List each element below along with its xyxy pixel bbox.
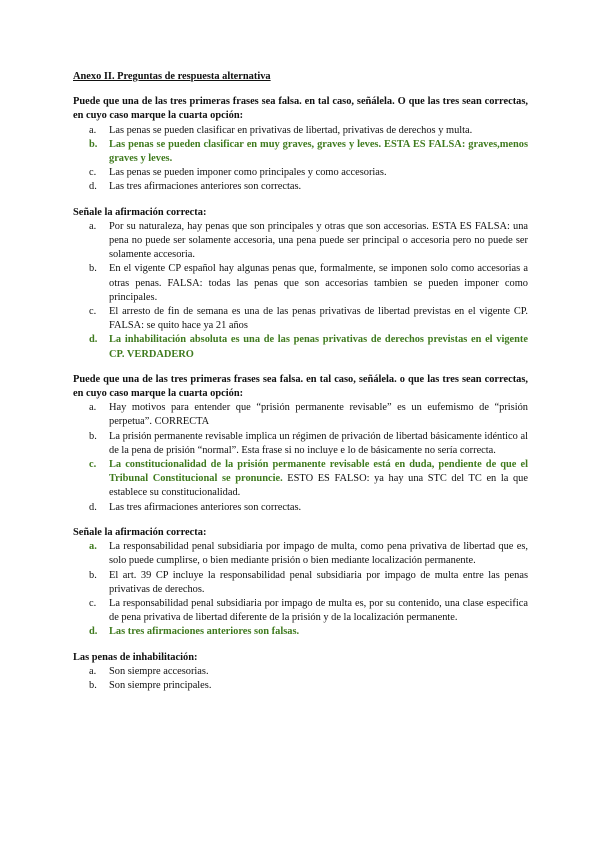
option-letter: d.: [89, 501, 97, 513]
options-list: [73, 540, 528, 639]
option-text: Por su naturaleza, hay penas que son principales y otras que son accesorias. ESTA ES FALSA: una pena no puede ser solamente accesoria, una pena puede ser principal o accesoria pero no puede ser solamente accesoria.: [109, 220, 528, 261]
options-list: [73, 220, 528, 362]
option-letter: b.: [89, 430, 97, 442]
option-item: [73, 166, 528, 180]
option-letter: c.: [89, 167, 97, 179]
option-text: La responsabilidad penal subsidiaria por impago de multa, como pena privativa de libertad que es, solo puede cumplirse, o bien mediante prisión o bien mediante localización permanente.: [109, 541, 528, 567]
option-letter: d.: [89, 334, 98, 346]
option-letter: a.: [89, 124, 97, 136]
option-text: En el vigente CP español hay algunas penas que, formalmente, se imponen solo como accesorias a otras penas. FALSA: todas las penas que son accesorias tambien se pueden imponer como principales.: [109, 263, 528, 303]
question-title: Puede que una de las tres primeras frases sea falsa. en tal caso, señálela. o que las tres sean correctas, en cuyo caso marque la cuarta opción:: [73, 373, 528, 400]
option-answer-highlight: Las penas se pueden clasificar en muy graves, graves y leves. ESTA ES FALSA: graves,menos graves y leves.: [109, 138, 528, 165]
options-list: [73, 401, 528, 515]
option-letter: a.: [89, 402, 97, 414]
option-item: [73, 679, 528, 693]
option-answer-highlight: La constitucionalidad de la prisión permanente revisable está en duda, pendiente de que el Tribunal Constitucional se pronuncie.: [109, 459, 528, 485]
question-title: Señale la afirmación correcta:: [73, 206, 207, 218]
option-text: El arresto de fin de semana es una de las penas privativas de libertad previstas en el vigente CP. FALSA: se quito hace ya 21 años: [109, 306, 528, 332]
option-item: [73, 501, 528, 515]
option-text: Son siempre principales.: [109, 679, 212, 691]
question-block: [73, 95, 528, 194]
option-letter: c.: [89, 459, 97, 471]
option-item: [73, 138, 528, 166]
option-item: [73, 458, 528, 501]
option-item: [73, 305, 528, 333]
option-item: [73, 665, 528, 679]
option-text: Son siempre accesorias.: [109, 665, 209, 677]
question-block: [73, 526, 528, 640]
option-item: [73, 597, 528, 625]
document-page: [73, 70, 528, 704]
option-answer-highlight: La inhabilitación absoluta es una de las penas privativas de derechos previstas en el vigente CP. VERDADERO: [109, 334, 528, 360]
questions-list: [73, 95, 528, 693]
options-list: [73, 665, 528, 693]
option-letter: b.: [89, 263, 97, 275]
option-item: [73, 540, 528, 568]
option-item: [73, 401, 528, 429]
option-item: [73, 180, 528, 194]
option-letter: b.: [89, 138, 98, 150]
option-text: Las penas se pueden imponer como principales y como accesorias.: [109, 167, 387, 179]
question-block: [73, 651, 528, 694]
options-list: [73, 124, 528, 195]
option-letter: c.: [89, 597, 97, 609]
option-text: Las tres afirmaciones anteriores son correctas.: [109, 501, 302, 513]
option-item: [73, 262, 528, 305]
option-text: Las tres afirmaciones anteriores son correctas.: [109, 181, 302, 193]
question-title: Puede que una de las tres primeras frases sea falsa. en tal caso, señálela. O que las tres sean correctas, en cuyo caso marque la cuarta opción:: [73, 96, 528, 122]
question-block: [73, 206, 528, 362]
question-block: [73, 373, 528, 515]
option-text: Las penas se pueden clasificar en privativas de libertad, privativas de derechos y multa.: [109, 124, 473, 136]
option-item: [73, 220, 528, 263]
option-answer-highlight: Las tres afirmaciones anteriores son falsas.: [109, 626, 300, 638]
option-letter: b.: [89, 679, 97, 691]
option-item: [73, 569, 528, 597]
option-text: Hay motivos para entender que “prisión permanente revisable” es un eufemismo de “prisión perpetua”. CORRECTA: [109, 402, 528, 428]
option-letter: a.: [89, 665, 97, 677]
option-letter: a.: [89, 220, 97, 232]
option-letter: b.: [89, 569, 97, 581]
question-title: Señale la afirmación correcta:: [73, 526, 207, 538]
option-text: La responsabilidad penal subsidiaria por impago de multa es, por su contenido, una clase especifica de pena privativa de libertad diferente de la prisión y de la localización permanente.: [109, 597, 528, 624]
option-item: [73, 625, 528, 639]
option-letter: d.: [89, 181, 97, 193]
annex-heading: Anexo II. Preguntas de respuesta alternativa: [73, 71, 271, 82]
option-letter: c.: [89, 306, 97, 318]
option-item: [73, 430, 528, 458]
option-text: La prisión permanente revisable implica un régimen de privación de libertad básicamente idéntico al de la pena de prisión “normal”. Esta frase si no incluye e lo de básicamente no sería correcta.: [109, 430, 528, 456]
option-letter: d.: [89, 626, 98, 638]
option-text: El art. 39 CP incluye la responsabilidad penal subsidiaria por impago de multa entre las penas privativas de derechos.: [109, 569, 528, 595]
option-item: [73, 124, 528, 138]
option-letter: a.: [89, 541, 97, 553]
option-item: [73, 333, 528, 361]
question-title: Las penas de inhabilitación:: [73, 651, 198, 663]
option-note: ESTO ES FALSO: ya hay una STC del TC en la que establece su constitucionalidad.: [109, 473, 528, 499]
